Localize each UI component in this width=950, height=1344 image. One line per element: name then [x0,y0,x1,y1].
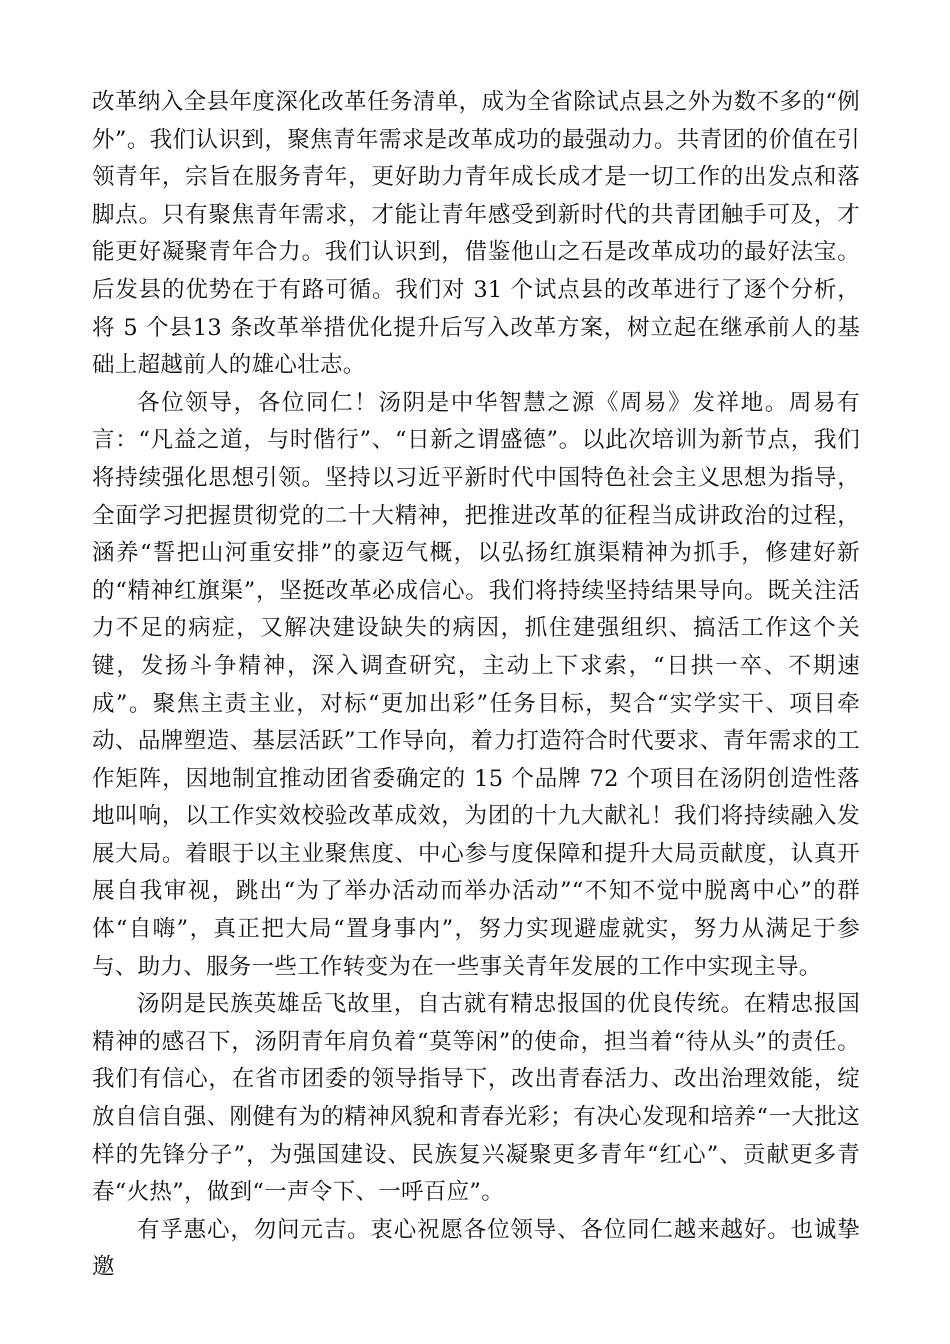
paragraph-address-leaders: 各位领导，各位同仁！汤阴是中华智慧之源《周易》发祥地。周易有言：“凡益之道，与时偕行”、“日新之谓盛德”。以此次培训为新节点，我们将持续强化思想引领。坚持以习近平新时代中国特色社会主义思想为指导，全面学习把握贯彻党的二十大精神，把推进改革的征程当成讲政治的过程，涵养“誓把山河重安排”的豪迈气概，以弘扬红旗渠精神为抓手，修建好新的“精神红旗渠”，坚挺改革必成信心。我们将持续坚持结果导向。既关注活力不足的病症，又解决建设缺失的病因，抓住建强组织、搞活工作这个关键，发扬斗争精神，深入调查研究，主动上下求索，“日拱一卒、不期速成”。聚焦主责主业，对标“更加出彩”任务目标，契合“实学实干、项目牵动、品牌塑造、基层活跃”工作导向，着力打造符合时代要求、青年需求的工作矩阵，因地制宜推动团省委确定的 15 个品牌 72 个项目在汤阴创造性落地叫响，以工作实效校验改革成效，为团的十九大献礼！我们将持续融入发展大局。着眼于以主业聚焦度、中心参与度保障和提升大局贡献度，认真开展自我审视，跳出“为了举办活动而举办活动”“不知不觉中脱离中心”的群体“自嗨”，真正把大局“置身事内”，努力实现避虚就实，努力从满足于参与、助力、服务一些工作转变为在一些事关青年发展的工作中实现主导。 [92,389,860,980]
paragraph-reform-list: 改革纳入全县年度深化改革任务清单，成为全省除试点县之外为数不多的“例外”。我们认识到，聚焦青年需求是改革成功的最强动力。共青团的价值在引领青年，宗旨在服务青年，更好助力青年成长成才是一切工作的出发点和落脚点。只有聚焦青年需求，才能让青年感受到新时代的共青团触手可及，才能更好凝聚青年合力。我们认识到，借鉴他山之石是改革成功的最好法宝。后发县的优势在于有路可循。我们对 31 个试点县的改革进行了逐个分析，将 5 个县13 条改革举措优化提升后写入改革方案，树立起在继承前人的基础上超越前人的雄心壮志。 [92,89,860,379]
paragraph-yuefei-hometown: 汤阴是民族英雄岳飞故里，自古就有精忠报国的优良传统。在精忠报国精神的感召下，汤阴青年肩负着“莫等闲”的使命，担当着“待从头”的责任。我们有信心，在省市团委的领导指导下，改出青春活力、改出治理效能，绽放自信自强、刚健有为的精神风貌和青春光彩；有决心发现和培养“一大批这样的先锋分子”，为强国建设、民族复兴凝聚更多青年“红心”、贡献更多青春“火热”，做到“一声令下、一呼百应”。 [92,991,860,1206]
document-page [92,84,860,1287]
paragraph-closing-wishes: 有孚惠心，勿问元吉。衷心祝愿各位领导、各位同仁越来越好。也诚挚邀 [92,1216,860,1281]
